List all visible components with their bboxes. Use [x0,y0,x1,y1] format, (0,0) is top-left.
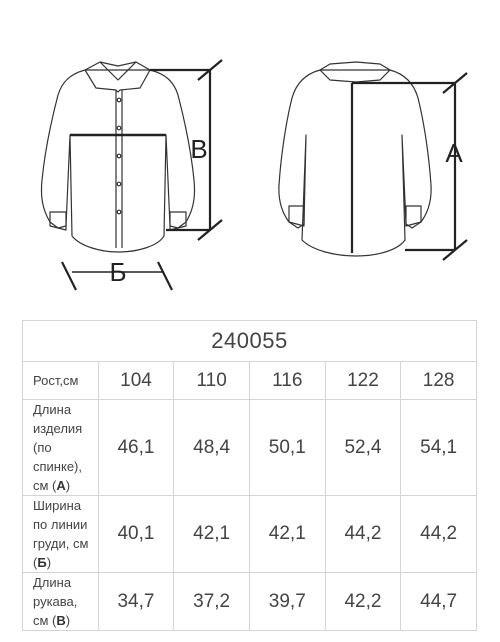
height-label: Рост,см [23,362,99,400]
height-row [23,362,477,400]
size-122: 122 [325,362,401,400]
back-right-cuff [406,206,421,226]
length-value: 46,1 [98,400,174,496]
sleeve-value: 42,2 [325,573,401,631]
sleeve-value: 37,2 [174,573,250,631]
sleeve-label: Длина рукава, см (В) [23,573,99,631]
chest-value: 44,2 [401,496,477,573]
back-left-cuff [289,206,304,226]
length-value: 50,1 [249,400,325,496]
sleeve-value: 34,7 [98,573,174,631]
collar-notch [100,62,136,80]
size-128: 128 [401,362,477,400]
shirt-front-view [41,62,194,252]
button [117,126,121,130]
chest-row [23,496,477,573]
sleeve-row [23,573,477,631]
front-collar [85,62,150,92]
model-number: 240055 [23,321,477,362]
length-row [23,400,477,496]
back-collar [320,62,390,82]
front-body-outline [41,70,194,252]
dimension-lines-front [62,60,222,290]
button [117,182,121,186]
chest-value: 40,1 [98,496,174,573]
sleeve-value: 44,7 [401,573,477,631]
chest-value: 44,2 [325,496,401,573]
length-label: Длина изделия (по спинке), см (А) [23,400,99,496]
sleeve-value: 39,7 [249,573,325,631]
back-body-outline [279,70,431,256]
dimension-letter-b: Б [109,257,127,287]
size-116: 116 [249,362,325,400]
chest-value: 42,1 [174,496,250,573]
size-104: 104 [98,362,174,400]
size-chart-table [22,320,477,631]
dimension-letter-v: В [190,134,208,164]
shirt-back-view [279,62,431,256]
button [117,210,121,214]
chest-label: Ширина по линии груди, см (Б) [23,496,99,573]
chest-value: 42,1 [249,496,325,573]
button [117,98,121,102]
size-110: 110 [174,362,250,400]
model-row [23,321,477,362]
length-value: 48,4 [174,400,250,496]
length-value: 52,4 [325,400,401,496]
button [117,154,121,158]
length-value: 54,1 [401,400,477,496]
dimension-letter-a: А [445,138,463,168]
garment-technical-drawing [0,0,500,300]
